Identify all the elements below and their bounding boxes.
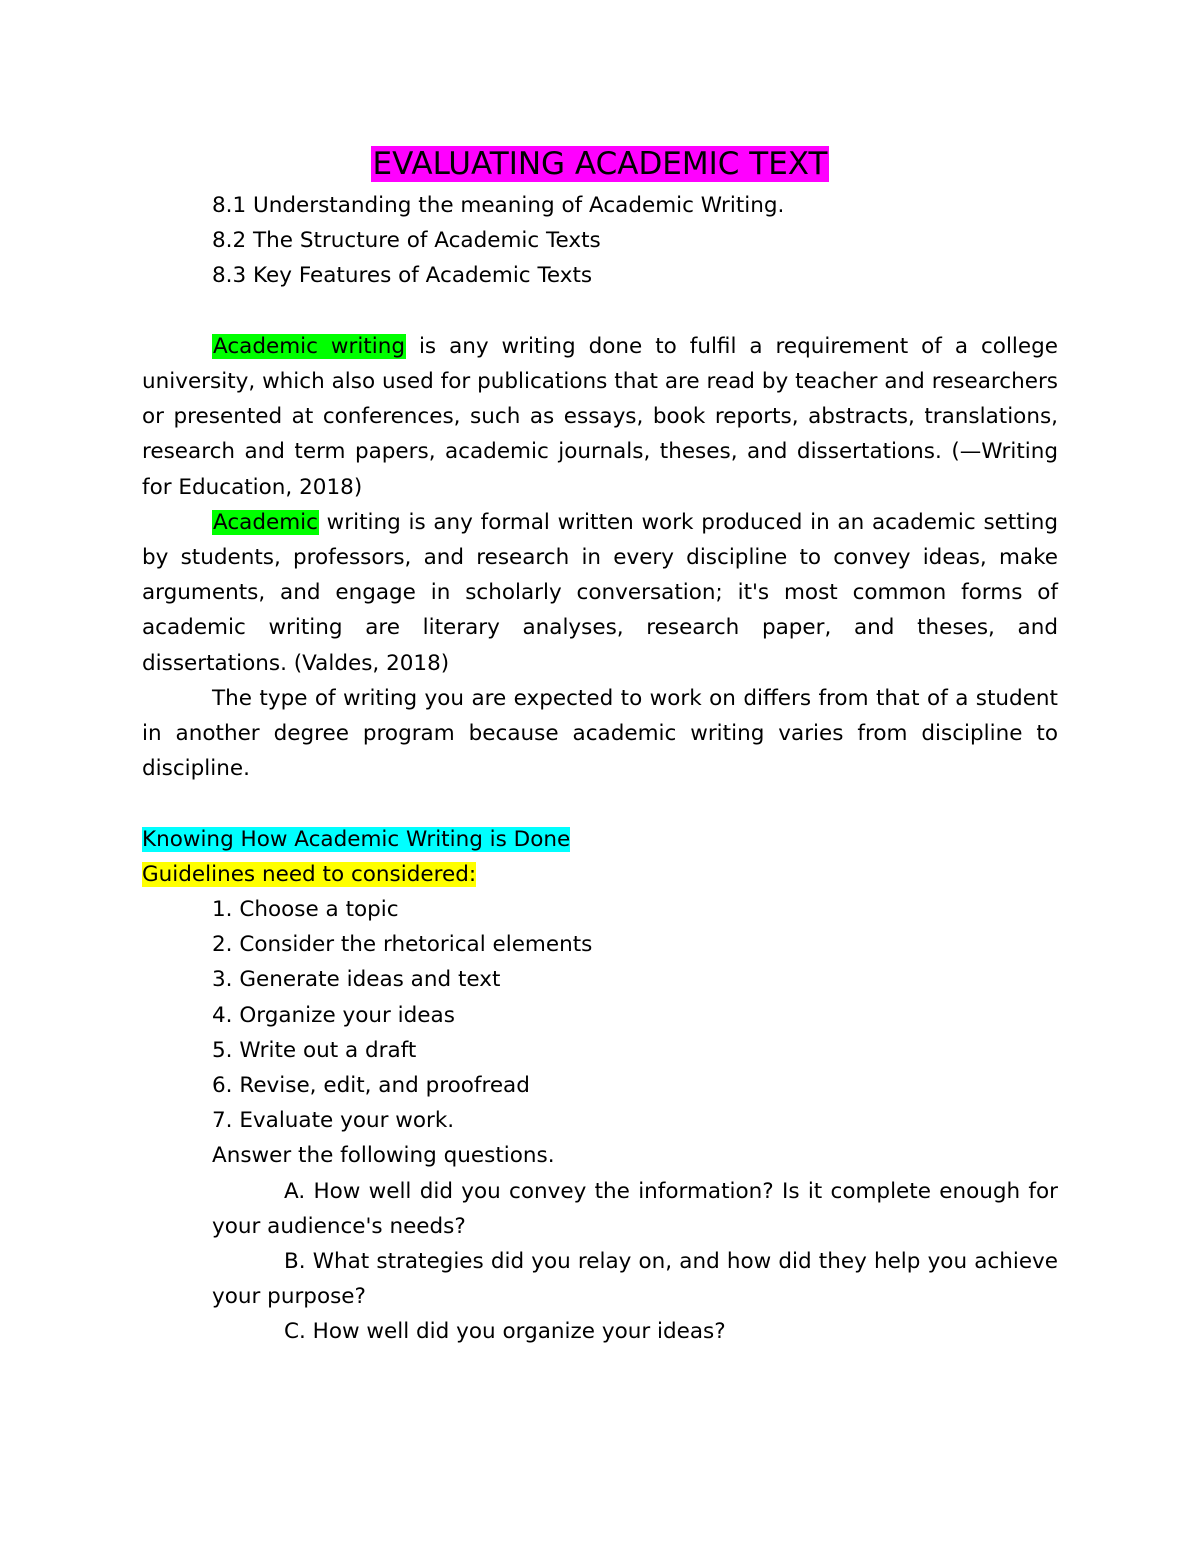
list-item: 4. Organize your ideas: [212, 1002, 455, 1028]
toc-item: 8.2 The Structure of Academic Texts: [212, 228, 601, 254]
title-line: [142, 140, 1058, 188]
blank-line: [142, 294, 1058, 329]
section-heading-line: [142, 822, 1058, 857]
table-of-contents: [212, 188, 1058, 294]
document-page: [142, 140, 1058, 1350]
paragraph-definition-1: [142, 329, 1058, 505]
list-item: 3. Generate ideas and text: [212, 967, 501, 993]
question-c: C. How well did you organize your ideas?: [284, 1319, 726, 1345]
paragraph-definition-2: [142, 505, 1058, 681]
list-item: 5. Write out a draft: [212, 1037, 417, 1063]
list-item: 7. Evaluate your work.: [212, 1108, 455, 1134]
guidelines-heading-line: [142, 857, 1058, 892]
question-a: A. How well did you convey the information? Is it complete enough for your audience's needs?: [212, 1178, 1058, 1239]
blank-line: [142, 786, 1058, 821]
paragraph-text: is any writing done to fulfil a requirement of a college university, which also used for publications that are read by teacher and researchers or presented at conferences, such as essays, book reports, abstracts, translations, research and term papers, academic journals, theses, and dissertations. (—Writing for Education, 2018): [142, 333, 1058, 500]
list-item: 2. Consider the rhetorical elements: [212, 932, 593, 958]
highlighted-term: Academic writing: [213, 333, 405, 359]
paragraph-text: writing is any formal written work produced in an academic setting by students, professors, and research in every discipline to convey ideas, make arguments, and engage in scholarly conversation; it's most common forms of academic writing are literary analyses, research paper, and theses, and dissertations. (Valdes, 2018): [142, 509, 1058, 676]
section-heading: Knowing How Academic Writing is Done: [142, 826, 571, 852]
question-b: B. What strategies did you relay on, and how did they help you achieve your purpose?: [212, 1249, 1058, 1310]
paragraph-discipline: The type of writing you are expected to work on differs from that of a student in another degree program because academic writing varies from discipline to discipline.: [142, 685, 1058, 782]
guideline-steps: [212, 892, 1058, 1174]
list-item: 1. Choose a topic: [212, 897, 399, 923]
list-item: 6. Revise, edit, and proofread: [212, 1073, 530, 1099]
guidelines-heading: Guidelines need to considered:: [142, 861, 477, 887]
toc-item: 8.3 Key Features of Academic Texts: [212, 263, 593, 289]
questions-intro: Answer the following questions.: [212, 1143, 555, 1169]
toc-item: 8.1 Understanding the meaning of Academic Writing.: [212, 193, 785, 218]
document-title: EVALUATING ACADEMIC TEXT: [372, 146, 828, 182]
highlighted-term: Academic: [213, 509, 318, 535]
